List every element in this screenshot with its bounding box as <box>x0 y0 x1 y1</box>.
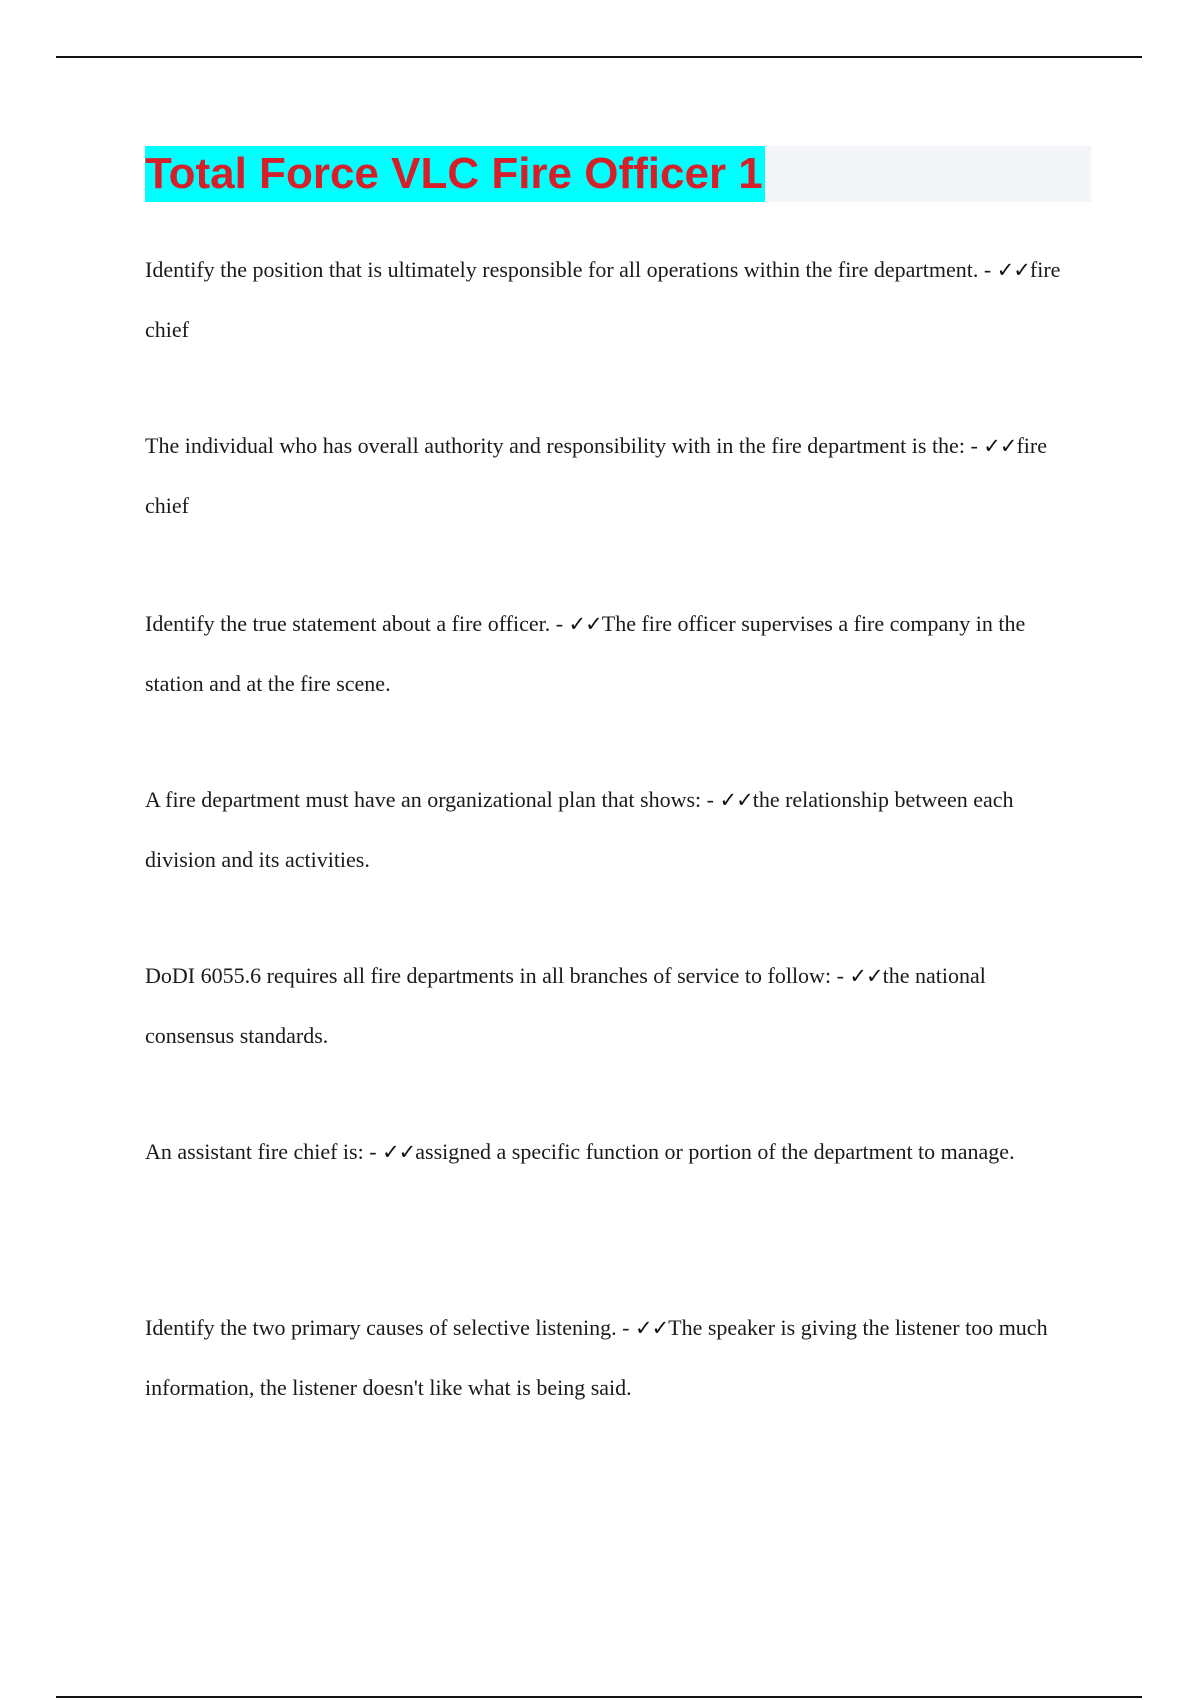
answer-text: the national consensus standards. <box>145 963 986 1048</box>
answer-text: The fire officer supervises a fire company in the station and at the fire scene. <box>145 611 1026 696</box>
question-text: DoDI 6055.6 requires all fire departments in all branches of service to follow: <box>145 963 832 988</box>
qa-item-6 <box>145 1122 1065 1182</box>
double-check-icon: ✓✓ <box>849 964 883 988</box>
qa-item-4 <box>145 770 1065 890</box>
answer-text: the relationship between each division and its activities. <box>145 787 1014 872</box>
separator: - <box>831 963 850 988</box>
double-check-icon: ✓✓ <box>568 612 602 636</box>
answer-text: fire chief <box>145 257 1061 342</box>
double-check-icon: ✓✓ <box>634 1316 669 1340</box>
double-check-icon: ✓✓ <box>382 1140 416 1164</box>
page-top-rule <box>56 56 1142 58</box>
double-check-icon: ✓✓ <box>983 434 1017 458</box>
document-title: Total Force VLC Fire Officer 1 <box>145 146 765 202</box>
question-text: Identify the two primary causes of selective listening. <box>145 1315 617 1340</box>
question-text: A fire department must have an organizational plan that shows: <box>145 787 702 812</box>
answer-text: The speaker is giving the listener too much information, the listener doesn't like what is being said. <box>145 1315 1048 1400</box>
page-bottom-rule <box>56 1696 1142 1698</box>
double-check-icon: ✓✓ <box>996 258 1030 282</box>
separator: - <box>550 611 569 636</box>
separator: - <box>363 1139 383 1164</box>
separator: - <box>964 433 984 458</box>
double-check-icon: ✓✓ <box>719 788 753 812</box>
separator: - <box>616 1315 635 1340</box>
separator: - <box>701 787 720 812</box>
qa-item-2 <box>145 416 1065 536</box>
qa-item-3 <box>145 594 1065 714</box>
qa-item-5 <box>145 946 1065 1066</box>
answer-text: fire chief <box>145 433 1047 518</box>
question-text: Identify the position that is ultimately responsible for all operations within the fire department. <box>145 257 979 282</box>
qa-item-1 <box>145 240 1065 360</box>
question-text: The individual who has overall authority and responsibility with in the fire department is the: <box>145 433 965 458</box>
qa-item-7 <box>145 1298 1065 1418</box>
question-text: Identify the true statement about a fire officer. <box>145 611 551 636</box>
separator: - <box>978 257 997 282</box>
question-text: An assistant fire chief is: <box>145 1139 364 1164</box>
answer-text: assigned a specific function or portion of the department to manage. <box>415 1139 1015 1164</box>
